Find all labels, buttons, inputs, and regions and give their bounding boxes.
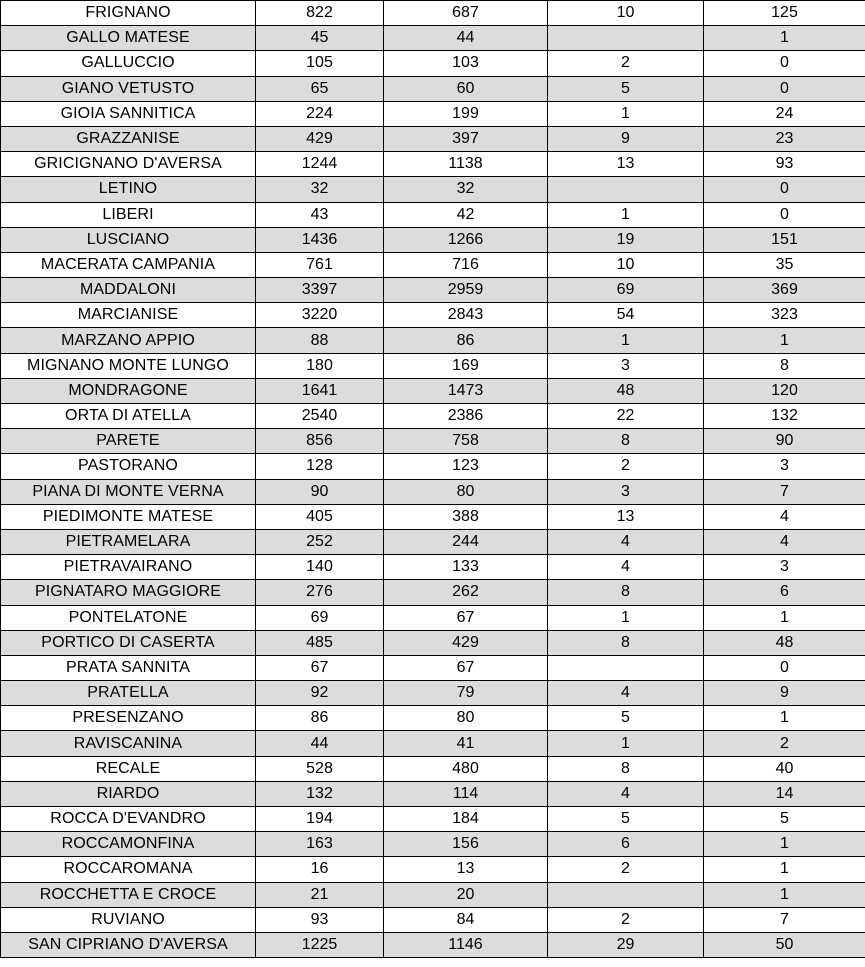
value-cell-col4: 125 [704,1,865,26]
value-cell-col1: 2540 [256,404,384,429]
value-cell-col4: 3 [704,555,865,580]
value-cell-col2: 80 [384,479,548,504]
value-cell-col2: 388 [384,504,548,529]
municipality-name-cell: GIOIA SANNITICA [1,101,256,126]
municipality-name-cell: ROCCAMONFINA [1,832,256,857]
value-cell-col2: 67 [384,605,548,630]
value-cell-col3: 22 [548,404,704,429]
value-cell-col2: 123 [384,454,548,479]
table-row [1,504,865,529]
table-row [1,529,865,554]
value-cell-col4: 2 [704,731,865,756]
value-cell-col3: 9 [548,126,704,151]
table-row [1,278,865,303]
value-cell-col1: 856 [256,429,384,454]
value-cell-col1: 1225 [256,932,384,957]
value-cell-col3: 1 [548,605,704,630]
value-cell-col2: 103 [384,51,548,76]
value-cell-col4: 323 [704,303,865,328]
value-cell-col1: 16 [256,857,384,882]
value-cell-col1: 429 [256,126,384,151]
municipality-name-cell: RIARDO [1,781,256,806]
value-cell-col2: 114 [384,781,548,806]
value-cell-col2: 169 [384,353,548,378]
table-row [1,580,865,605]
value-cell-col2: 156 [384,832,548,857]
value-cell-col3: 1 [548,202,704,227]
value-cell-col4: 5 [704,807,865,832]
municipality-name-cell: PIEDIMONTE MATESE [1,504,256,529]
table-row [1,353,865,378]
table-row [1,681,865,706]
value-cell-col3: 29 [548,932,704,957]
table-row [1,328,865,353]
value-cell-col2: 20 [384,882,548,907]
value-cell-col1: 105 [256,51,384,76]
value-cell-col3: 10 [548,252,704,277]
value-cell-col2: 716 [384,252,548,277]
value-cell-col1: 276 [256,580,384,605]
value-cell-col1: 86 [256,706,384,731]
value-cell-col3: 1 [548,101,704,126]
value-cell-col4: 93 [704,152,865,177]
value-cell-col3: 5 [548,706,704,731]
value-cell-col1: 163 [256,832,384,857]
value-cell-col2: 44 [384,26,548,51]
value-cell-col3: 10 [548,1,704,26]
value-cell-col4: 0 [704,76,865,101]
table-row [1,404,865,429]
value-cell-col4: 369 [704,278,865,303]
value-cell-col4: 7 [704,907,865,932]
value-cell-col4: 0 [704,177,865,202]
value-cell-col4: 48 [704,630,865,655]
municipality-name-cell: PONTELATONE [1,605,256,630]
municipality-name-cell: GALLUCCIO [1,51,256,76]
municipality-name-cell: LUSCIANO [1,227,256,252]
table-row [1,177,865,202]
table-row [1,907,865,932]
value-cell-col3: 3 [548,479,704,504]
value-cell-col2: 2843 [384,303,548,328]
municipality-name-cell: RECALE [1,756,256,781]
value-cell-col2: 480 [384,756,548,781]
value-cell-col3: 19 [548,227,704,252]
value-cell-col1: 140 [256,555,384,580]
table-row [1,429,865,454]
table-row [1,932,865,957]
table-row [1,605,865,630]
value-cell-col2: 244 [384,529,548,554]
value-cell-col3: 13 [548,504,704,529]
value-cell-col1: 88 [256,328,384,353]
value-cell-col3: 1 [548,731,704,756]
municipality-name-cell: LIBERI [1,202,256,227]
value-cell-col3: 4 [548,781,704,806]
value-cell-col4: 1 [704,328,865,353]
value-cell-col1: 1436 [256,227,384,252]
value-cell-col1: 132 [256,781,384,806]
table-row [1,26,865,51]
value-cell-col2: 1138 [384,152,548,177]
table-row [1,781,865,806]
value-cell-col3: 4 [548,555,704,580]
municipality-name-cell: MADDALONI [1,278,256,303]
table-row [1,479,865,504]
value-cell-col3: 6 [548,832,704,857]
value-cell-col1: 90 [256,479,384,504]
value-cell-col3: 8 [548,580,704,605]
municipality-name-cell: RUVIANO [1,907,256,932]
value-cell-col1: 405 [256,504,384,529]
table-row [1,807,865,832]
value-cell-col4: 1 [704,882,865,907]
value-cell-col3: 1 [548,328,704,353]
value-cell-col3: 8 [548,630,704,655]
table-row [1,655,865,680]
value-cell-col1: 1641 [256,378,384,403]
value-cell-col3: 69 [548,278,704,303]
municipality-name-cell: FRIGNANO [1,1,256,26]
value-cell-col3: 54 [548,303,704,328]
value-cell-col4: 23 [704,126,865,151]
value-cell-col4: 8 [704,353,865,378]
table-row [1,51,865,76]
value-cell-col1: 252 [256,529,384,554]
value-cell-col3 [548,655,704,680]
value-cell-col1: 1244 [256,152,384,177]
value-cell-col4: 35 [704,252,865,277]
value-cell-col4: 132 [704,404,865,429]
value-cell-col3 [548,882,704,907]
value-cell-col4: 40 [704,756,865,781]
value-cell-col4: 7 [704,479,865,504]
municipality-name-cell: PIGNATARO MAGGIORE [1,580,256,605]
table-row [1,303,865,328]
value-cell-col1: 92 [256,681,384,706]
value-cell-col3: 2 [548,907,704,932]
municipality-name-cell: ROCCHETTA E CROCE [1,882,256,907]
value-cell-col2: 429 [384,630,548,655]
table-row [1,857,865,882]
value-cell-col4: 0 [704,51,865,76]
value-cell-col4: 1 [704,857,865,882]
municipality-name-cell: PORTICO DI CASERTA [1,630,256,655]
value-cell-col1: 822 [256,1,384,26]
table-row [1,731,865,756]
value-cell-col1: 485 [256,630,384,655]
value-cell-col3: 4 [548,681,704,706]
table-row [1,882,865,907]
table-row [1,756,865,781]
value-cell-col4: 24 [704,101,865,126]
value-cell-col2: 133 [384,555,548,580]
value-cell-col4: 4 [704,529,865,554]
value-cell-col2: 397 [384,126,548,151]
value-cell-col3: 8 [548,429,704,454]
municipality-name-cell: MACERATA CAMPANIA [1,252,256,277]
value-cell-col1: 128 [256,454,384,479]
value-cell-col2: 1473 [384,378,548,403]
municipality-name-cell: MIGNANO MONTE LUNGO [1,353,256,378]
municipality-name-cell: SAN CIPRIANO D'AVERSA [1,932,256,957]
municipality-name-cell: MONDRAGONE [1,378,256,403]
table-body [1,1,865,958]
table-row [1,706,865,731]
table-row [1,378,865,403]
municipality-name-cell: PASTORANO [1,454,256,479]
value-cell-col4: 6 [704,580,865,605]
municipality-name-cell: MARCIANISE [1,303,256,328]
value-cell-col3: 8 [548,756,704,781]
value-cell-col4: 120 [704,378,865,403]
municipality-name-cell: PIETRAVAIRANO [1,555,256,580]
value-cell-col3 [548,26,704,51]
value-cell-col4: 9 [704,681,865,706]
municipality-name-cell: PRATA SANNITA [1,655,256,680]
value-cell-col1: 3220 [256,303,384,328]
value-cell-col4: 3 [704,454,865,479]
table-row [1,76,865,101]
value-cell-col3: 4 [548,529,704,554]
table-row [1,1,865,26]
municipality-name-cell: GIANO VETUSTO [1,76,256,101]
table-row [1,101,865,126]
municipality-name-cell: PRATELLA [1,681,256,706]
value-cell-col1: 32 [256,177,384,202]
value-cell-col2: 42 [384,202,548,227]
municipality-name-cell: MARZANO APPIO [1,328,256,353]
value-cell-col4: 1 [704,832,865,857]
value-cell-col1: 761 [256,252,384,277]
value-cell-col3: 3 [548,353,704,378]
value-cell-col1: 194 [256,807,384,832]
value-cell-col2: 2959 [384,278,548,303]
table-row [1,630,865,655]
municipality-name-cell: PIANA DI MONTE VERNA [1,479,256,504]
value-cell-col2: 13 [384,857,548,882]
value-cell-col2: 41 [384,731,548,756]
value-cell-col1: 180 [256,353,384,378]
value-cell-col4: 4 [704,504,865,529]
value-cell-col4: 1 [704,605,865,630]
value-cell-col3 [548,177,704,202]
value-cell-col1: 44 [256,731,384,756]
value-cell-col4: 50 [704,932,865,957]
table-row [1,227,865,252]
value-cell-col2: 79 [384,681,548,706]
value-cell-col1: 224 [256,101,384,126]
value-cell-col1: 528 [256,756,384,781]
value-cell-col3: 5 [548,807,704,832]
value-cell-col3: 13 [548,152,704,177]
municipality-name-cell: GRAZZANISE [1,126,256,151]
table-row [1,555,865,580]
value-cell-col1: 93 [256,907,384,932]
value-cell-col2: 80 [384,706,548,731]
municipality-name-cell: ORTA DI ATELLA [1,404,256,429]
value-cell-col4: 151 [704,227,865,252]
municipality-name-cell: GRICIGNANO D'AVERSA [1,152,256,177]
value-cell-col2: 84 [384,907,548,932]
value-cell-col3: 2 [548,454,704,479]
municipality-name-cell: PARETE [1,429,256,454]
value-cell-col1: 67 [256,655,384,680]
value-cell-col1: 69 [256,605,384,630]
municipality-name-cell: ROCCA D'EVANDRO [1,807,256,832]
municipality-name-cell: GALLO MATESE [1,26,256,51]
value-cell-col2: 67 [384,655,548,680]
value-cell-col2: 184 [384,807,548,832]
value-cell-col4: 14 [704,781,865,806]
value-cell-col2: 758 [384,429,548,454]
value-cell-col2: 32 [384,177,548,202]
value-cell-col4: 90 [704,429,865,454]
value-cell-col2: 687 [384,1,548,26]
value-cell-col2: 1146 [384,932,548,957]
value-cell-col1: 43 [256,202,384,227]
municipality-name-cell: PIETRAMELARA [1,529,256,554]
value-cell-col2: 199 [384,101,548,126]
value-cell-col4: 0 [704,655,865,680]
value-cell-col4: 1 [704,26,865,51]
value-cell-col4: 0 [704,202,865,227]
value-cell-col1: 3397 [256,278,384,303]
municipality-name-cell: RAVISCANINA [1,731,256,756]
value-cell-col1: 21 [256,882,384,907]
value-cell-col4: 1 [704,706,865,731]
value-cell-col1: 45 [256,26,384,51]
value-cell-col2: 262 [384,580,548,605]
value-cell-col2: 86 [384,328,548,353]
municipality-name-cell: ROCCAROMANA [1,857,256,882]
value-cell-col3: 5 [548,76,704,101]
value-cell-col2: 2386 [384,404,548,429]
table-row [1,454,865,479]
municipality-name-cell: LETINO [1,177,256,202]
table-row [1,202,865,227]
value-cell-col2: 60 [384,76,548,101]
value-cell-col1: 65 [256,76,384,101]
table-row [1,832,865,857]
table-row [1,152,865,177]
value-cell-col3: 48 [548,378,704,403]
table-row [1,126,865,151]
municipality-name-cell: PRESENZANO [1,706,256,731]
table-row [1,252,865,277]
value-cell-col2: 1266 [384,227,548,252]
value-cell-col3: 2 [548,51,704,76]
value-cell-col3: 2 [548,857,704,882]
